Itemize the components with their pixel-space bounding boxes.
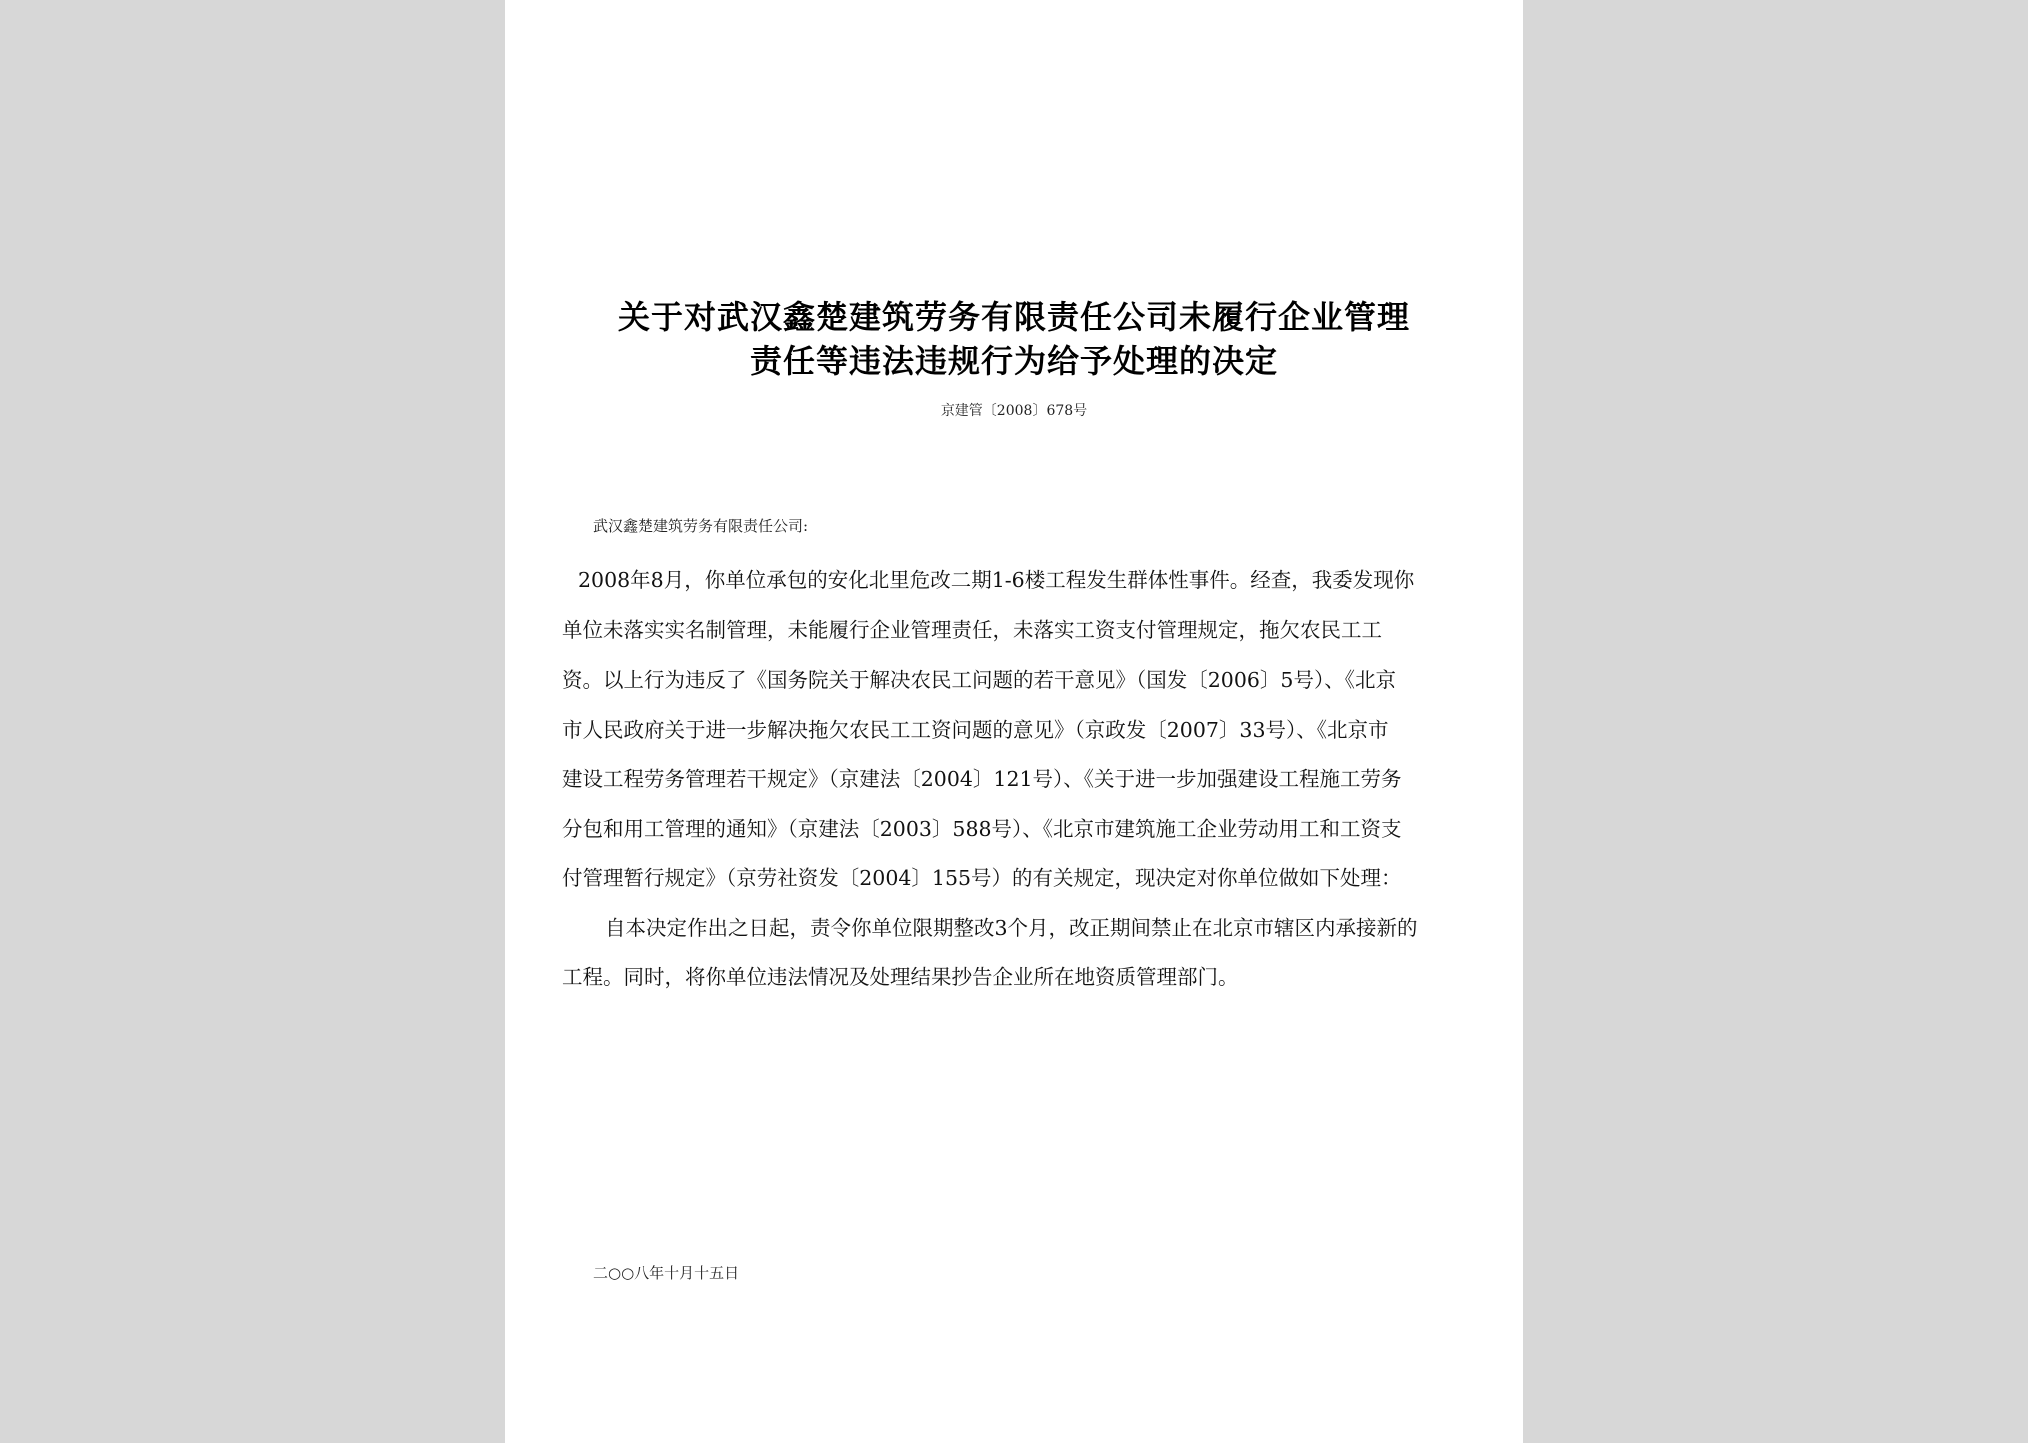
body-line: 付管理暂行规定》（京劳社资发〔2004〕155号）的有关规定，现决定对你单位做如下处理： [562,866,1402,890]
document-title-line-1: 关于对武汉鑫楚建筑劳务有限责任公司未履行企业管理 [617,298,1410,336]
body-line: 自本决定作出之日起，责令你单位限期整改3个月，改正期间禁止在北京市辖区内承接新的 [605,916,1418,940]
body-line: 工程。同时，将你单位违法情况及处理结果抄告企业所在地资质管理部门。 [562,965,1239,989]
document-date: 二○○八年十月十五日 [593,1264,740,1282]
body-line: 分包和用工管理的通知》（京建法〔2003〕588号）、《北京市建筑施工企业劳动用工和工资支 [562,817,1402,841]
body-line: 单位未落实实名制管理，未能履行企业管理责任，未落实工资支付管理规定，拖欠农民工工 [562,618,1382,642]
body-line: 资。以上行为违反了《国务院关于解决农民工问题的若干意见》（国发〔2006〕5号）、《北京 [562,668,1396,692]
document-title-line-2: 责任等违法违规行为给予处理的决定 [749,342,1278,380]
body-line: 2008年8月，你单位承包的安化北里危改二期1-6楼工程发生群体性事件。经查，我委发现你 [578,568,1415,592]
document-page [505,0,1523,1443]
document-number: 京建管〔2008〕678号 [940,403,1088,419]
body-line: 建设工程劳务管理若干规定》（京建法〔2004〕121号）、《关于进一步加强建设工程施工劳务 [562,767,1402,791]
body-line: 市人民政府关于进一步解决拖欠农民工工资问题的意见》（京政发〔2007〕33号）、《北京市 [562,718,1389,742]
salutation: 武汉鑫楚建筑劳务有限责任公司: [593,517,809,535]
